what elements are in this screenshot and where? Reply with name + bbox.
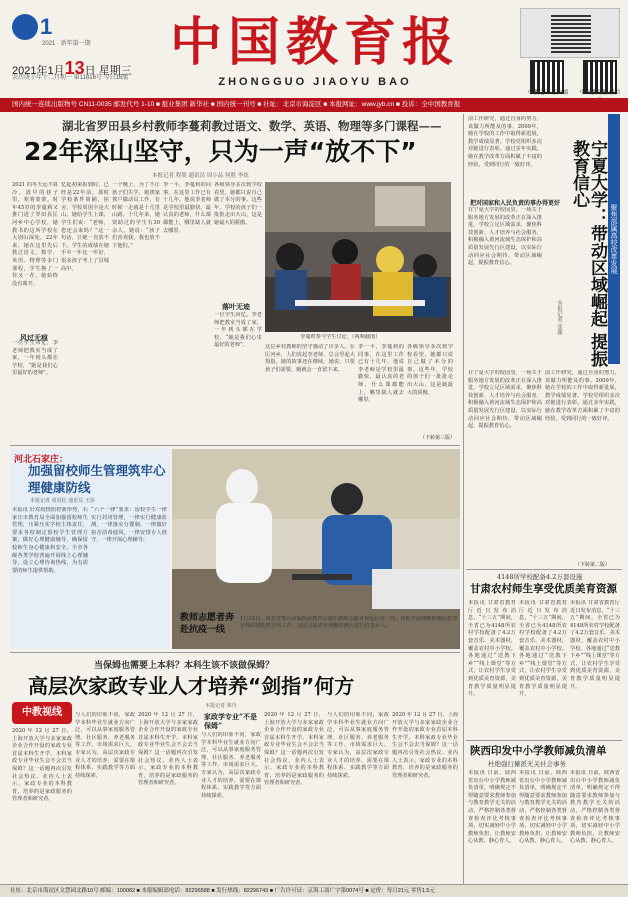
header-ad-box [520,8,620,58]
domestic-col-6: 与人们的印象不同，家政学本科毕业生就业方向广泛，可以从事家庭服务管理、社区服务、养老服务等工作，市场需求巨大。专家认为，高层次家政专业人才的培养，需要在课程体系、实践教学等方面持续探索。 [327,712,389,779]
feature-headline: 宁夏大学：带动区域崛起 提振教育信心 [569,140,607,367]
shaanxi-col-2: 本报讯 日前，陕西省出台中小学教师减负清单，明确规定不得随意要求教师参加与教育教学无关的活动，严格控制各类督查检查评比考核事项，切实减轻中小学教师负担，让教师安心从教、静心育人。 [519,770,567,845]
subhead-fengguo: 风过无痕 [20,333,48,342]
divider [10,652,460,653]
shaanxi-col-3: 本报讯 日前，陕西省出台中小学教师减负清单，明确规定不得随意要求教师参加与教育教学无关的活动，严格控制各类督查检查评比考核事项，切实减轻中小学教师负担，让教师安心从教、静心育人。 [570,770,620,845]
publication-info-bar: 国内统一连续出版物号 CN11-0035 邮发代号 1-10 ■ 报业集团 新华社 ■ 国内统一刊号 ■ 社址：北京市海淀区 ■ 本报网址：www.jyb.cn ■ 投诉：全中国教育报 [0,98,628,112]
footer-info: 社址：北京市海淀区文慧园北路10号 邮编：100082 ■ 本报编辑部电话：82296588 ■ 发行热线：82296743 ■ 广告许可证：京海工商广字第0074号 ■ 定价：每月21元 零售1.5元 [0,884,628,897]
lead-byline: 本报记者 程墨 通讯员 周小品 何胜 李炫 [152,173,249,179]
lead-col-3: 一个晚上，为了不让孩子们失学，她挨家挨户做动员工作，有时候一走就是十几里山路。十几年来，她资助过的学生有30余人。她说：“孩子们喜欢我，我也放不下他们。” [112,182,160,249]
hebei-byline: 本报记者 周洪松 通讯员 王莎 [30,498,95,504]
feature-byline: 本报记者 张鑫 [556,300,562,335]
hebei-text-1: 本报讯 针对疫情防控新形势，石家庄市教育局全面加强留校师生管理，压紧压实学校主体责任，要求各校制定留校学生管理方案，做好心理健康辅导，确保留校师生身心健康和安全。全市各级各类学校普遍开展线上心理辅导，设立心理咨询热线，为有需要的师生提供帮助。 [12,507,88,574]
qr-label-wechat: 中国教育报 微信 [579,90,621,96]
qr-label-app-bottom: 中教之声 客户端 [527,90,569,96]
gansu-col-2: 本报讯 甘肃省教育厅近日发布消息，“十三五”期间，全省已为4148所农村学校配备了4.2万套音乐、美术器材，覆盖农村中小学校。各地通过“送教下乡”“线上课堂”等方式，让农村学生享受到优质美育资源，美育教学质量明显提升。 [519,600,567,698]
lead-continue: （下转第三版） [420,435,456,441]
lead-right-col-c: 各级领导多次到学校看望，她都只说自己做了本分的事。这些年，学校的孩子们一批批走出大山，这是她最大的骄傲。 [407,344,453,396]
lead-col-2: 忆起初来报到时，已经是22年前。那时学校条件简陋，宿舍、学校周围全是大山。她给学生上课，学生们说：“老师，您还会来吗？”这一句话，让她一直放不下。学生的成绩在她手中一年比一年好，很多孩子考上了县城高中。 [61,182,109,272]
lunar-date: 农历庚子年十二月初一 第11816号 今日16版 [12,75,129,81]
lead-col-5: 各级领导多次到学校看望，她都只说自己做了本分的事。这些年，学校的孩子们一批批走出大山，这是她最大的骄傲。 [214,182,262,226]
domestic-col-4: 与人们的印象不同，家政学本科毕业生就业方向广泛，可以从事家庭服务管理、社区服务、养老服务等工作，市场需求巨大。专家认为，高层次家政专业人才的培养，需要在课程体系、实践教学等方面持续探索。 [201,732,261,799]
divider [466,740,622,741]
lead-col-4: 李一平，李蔓莉的同事，在这里工作已有十几年，他说李老师是学校里最勤快、最认真的老师，什么课都能上，哪里缺人就去哪里。 [163,182,211,234]
weekday: 星期三 [98,65,132,77]
lead-kicker: 湖北省罗田县乡村教师李蔓莉教过语文、数学、英语、物理等多门课程—— [62,119,442,133]
logo-sub: 2021 · 新年第一期 [42,41,91,47]
gansu-col-3: 本报讯 甘肃省教育厅近日发布消息，“十三五”期间，全省已为4148所农村学校配备了4.2万套音乐、美术器材，覆盖农村中小学校。各地通过“送教下乡”“线上课堂”等方式，让农村学生享受到优质美育资源，美育教学质量明显提升。 [570,600,620,690]
domestic-col-1: 2020 年 12 月 27 日，上海开放大学与多家家政企业合作开设的家政专业首届本科生开学。本科家政专业毕业生会不会去当保姆？这一话题再次引发社会热议。业内人士表示，家政专业的本科教育，培养的是家政服务的管理者和研究者。 [12,728,72,803]
column-logo: 中教视线 [12,702,72,724]
masthead-pinyin: ZHONGGUO JIAOYU BAO [218,76,412,88]
domestic-col-7: 2020 年 12 月 27 日，上海开放大学与多家家政企业合作开设的家政专业首届本科生开学。本科家政专业毕业生会不会去当保姆？这一话题再次引发社会热议。业内人士表示，家政专业的本科教育，培养的是家政服务的管理者和研究者。 [392,712,458,779]
hebei-section: 河北石家庄： [14,455,69,465]
qr-code-icon [551,13,591,53]
date-unit: 日 [84,65,96,77]
right-top-text: 前工作研究，通过自身的努力，该做力所能及的事。2009年，她在学校的工作中取得新进展，教学成绩显著。学校党组织多次对她进行表彰。通过多年实践，她在教学改革方面积累了丰富的经验，受到同行的一致好评。 [468,116,542,168]
subhead-luoye: 落叶无迹 [222,302,250,311]
divider [466,569,622,570]
right-top-subhead: 把对国家和人民负责的事办得更好 [470,200,561,207]
feature-tag: 聚焦部属高校改革发展 [608,114,620,364]
date-year: 2021年1月 [12,65,65,77]
feature-text-b: 前工作研究，通过自身的努力，该做力所能及的事。2009年，她在学校的工作中取得新进展，教学成绩显著。学校党组织多次对她进行表彰。通过多年实践，她在教学改革方面积累了丰富的经验，受到同行的一致好评。 [545,370,620,422]
shaanxi-col-1: 本报讯 日前，陕西省出台中小学教师减负清单，明确规定不得随意要求教师参加与教育教学无关的活动，严格控制各类督查检查评比考核事项，切实减轻中小学教师负担，让教师安心从教、静心育人。 [468,770,516,845]
column-divider [463,114,464,884]
lead-right-col-a: 这位乡村教师的坚守感动了许多人。在匡河乡，人们说起李老师，总会竖起大拇指。她的故事还在继续，她说，只要孩子们需要，她就会一直留下来。 [265,344,355,373]
hebei-text-2: “六个一律”要求：留校学生一律实行封闭管理，一律实行健康监测，一律落实分餐制，一律做好宿舍消毒通风，一律安排专人值守，一律开展心理辅导。 [91,507,167,544]
lead-col-1: 2021 的冬天远不算冷。清早的巷子里，寒雾蒙蒙。时年45岁的李蔓莉又推门进了罗田县匡河乡中心学校，她教书的这所学校在大别山深处。22年来，她在这里先后教过语文、数学、英语、物理等多门课程，学生换了一茬又一茬，她始终没有离开。 [12,182,58,287]
domestic-headline: 高层次家政专业人才培养“剑指”何方 [28,674,355,698]
domestic-col-5: 2020 年 12 月 27 日，上海开放大学与多家家政企业合作开设的家政专业首届本科生开学。本科家政专业毕业生会不会去当保姆？这一话题再次引发社会热议。业内人士表示，家政专业的本科教育，培养的是家政服务的管理者和研究者。 [264,712,324,787]
gansu-kicker: 4148所学校配备4.2万套设施 [497,573,583,581]
anniversary-logo [12,10,122,47]
feature-continue: （下转第二版） [575,562,611,568]
domestic-subhead: 家政学专业“不是保姆” [204,712,258,730]
feature-text-a: 在宁夏大学的校园里，一场关于服务地方发展的改革正在深入推进。学校立足区域需求，聚焦科技创新、人才培养与社会服务，积极融入黄河流域生态保护和高质量发展先行区建设，以实际行动回应社会期待，带动区域崛起，提振教育信心。 [468,370,542,430]
hebei-photo-caption: 1月12日，河北省邢台市临西县教育局组织教师志愿者奔赴抗疫一线，协助开展核酸检测信息登记和疫情防控宣传工作。这是志愿者在核酸检测点进行信息录入。 [240,616,458,629]
lead-headline: 22年深山坚守，只为一声“放不下” [24,137,417,166]
shaanxi-sub: 杜绝强行摊派无关社会事务 [488,760,566,768]
right-body-a: 在宁夏大学的校园里，一场关于服务地方发展的改革正在深入推进。学校立足区域需求，聚焦科技创新、人才培养与社会服务，积极融入黄河流域生态保护和高质量发展先行区建设，以实际行动回应社会期待，带动区域崛起，提振教育信心。 [468,207,542,267]
domestic-byline: 本报记者 梁丹 [205,703,237,709]
shaanxi-headline: 陕西印发中小学教师减负清单 [470,745,607,757]
lead-photo-caption: 李蔓莉参与学生讨论。（视频截图） [300,334,381,340]
domestic-col-3: 2020 年 12 月 27 日，上海开放大学与多家家政企业合作开设的家政专业首届本科生开学。本科家政专业毕业生会不会去当保姆？这一话题再次引发社会热议。业内人士表示，家政专业的本科教育，培养的是家政服务的管理者和研究者。 [138,712,198,787]
lead-col-1b: 一位学生回忆，李老师把教室当成了家，一年到头都在学校，“她是我们心里最好的老师”。 [12,340,58,377]
gansu-headline: 甘肃农村师生享受优质美育资源 [470,583,617,595]
classroom-illustration [265,182,451,332]
lead-col-6: 一位学生回忆，李老师把教室当成了家，一年到头都在学校，“她是我们心里最好的老师”。 [214,312,262,349]
logo-number: 1 [40,14,53,39]
domestic-kicker: 当保姆也需要上本科？本科生该不该做保姆？ [94,661,275,671]
logo-circle-icon [12,14,38,40]
lead-right-col-b: 李一平，李蔓莉的同事，在这里工作已有十几年，他说李老师是学校里最勤快、最认真的老师，什么课都能上，哪里缺人就去哪里。 [358,344,404,404]
domestic-col-2: 与人们的印象不同，家政学本科毕业生就业方向广泛，可以从事家庭服务管理、社区服务、养老服务等工作，市场需求巨大。专家认为，高层次家政专业人才的培养，需要在课程体系、实践教学等方面持续探索。 [75,712,135,779]
date-day: 13 [64,58,85,78]
divider [10,445,460,446]
gansu-col-1: 本报讯 甘肃省教育厅近日发布消息，“十三五”期间，全省已为4148所农村学校配备了4.2万套音乐、美术器材，覆盖农村中小学校。各地通过“送教下乡”“线上课堂”等方式，让农村学生享受到优质美育资源，美育教学质量明显提升。 [468,600,516,698]
masthead-title: 中国教育报 [169,12,460,73]
hebei-photo-title: 教师志愿者奔赴抗疫一线 [180,613,235,635]
hebei-headline: 加强留校师生管理筑牢心理健康防线 [28,463,166,495]
lead-photo [265,182,451,332]
